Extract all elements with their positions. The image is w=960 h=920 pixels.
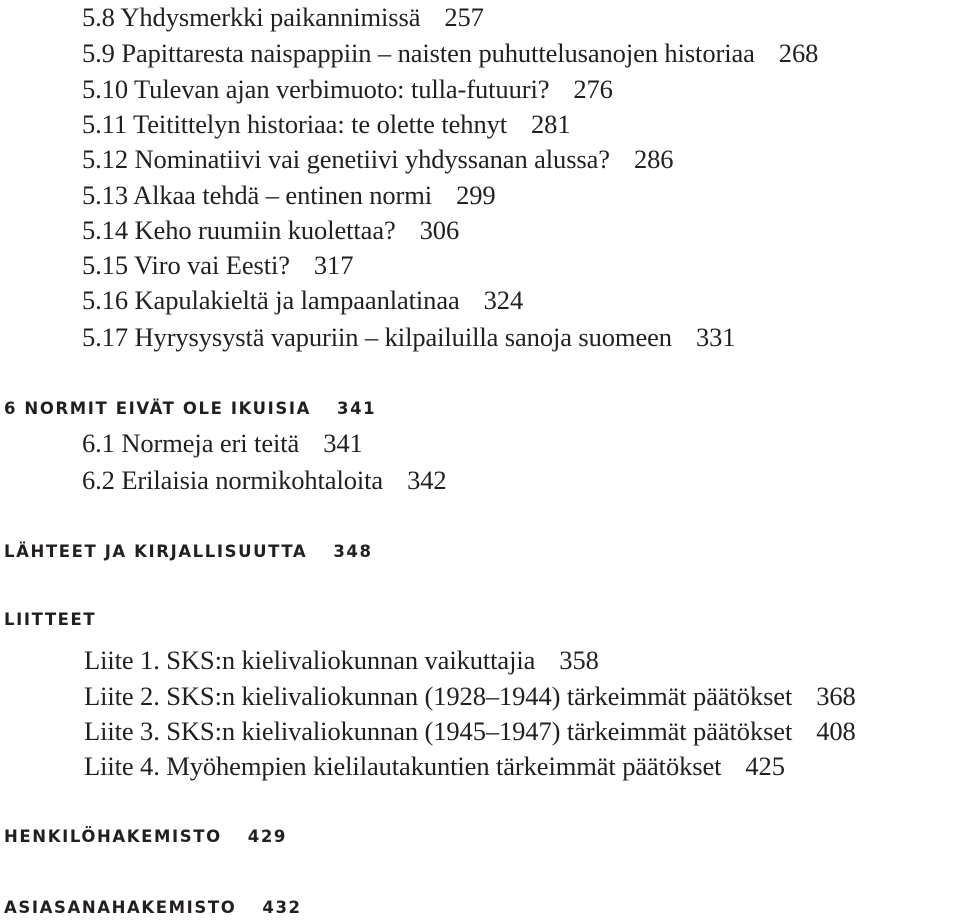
entry-title: 5.8 Yhdysmerkki paikannimissä [82,2,421,32]
toc-entry-5-8 [82,4,484,31]
entry-title: 5.12 Nominatiivi vai genetiivi yhdyssanan alussa? [82,144,610,174]
entry-title: Liite 4. Myöhempien kielilautakuntien tärkeimmät päätökset [84,751,722,781]
entry-page: 342 [407,465,447,495]
toc-entry-5-14 [82,217,459,244]
entry-page: 268 [778,38,819,68]
toc-entry-5-13 [82,182,496,209]
toc-entry-appendix-4 [84,753,785,780]
entry-title: 5.9 Papittaresta naispappiin – naisten puhuttelusanojen historiaa [82,38,755,68]
heading-page: 341 [337,399,377,418]
entry-page: 299 [456,180,496,210]
toc-entry-appendix-2 [84,683,856,710]
toc-heading-chapter-6 [4,401,376,418]
heading-title: HENKILÖHAKEMISTO [4,827,222,846]
entry-title: 6.1 Normeja eri teitä [82,428,300,458]
heading-title: LIITTEET [4,610,97,629]
toc-entry-5-12 [82,146,673,173]
entry-page: 368 [816,681,856,711]
entry-page: 257 [444,2,484,32]
entry-title: 5.11 Teitittelyn historiaa: te olette tehnyt [82,109,508,139]
toc-entry-5-16 [82,287,523,314]
entry-title: 5.15 Viro vai Eesti? [82,250,290,280]
entry-page: 281 [531,109,571,139]
heading-title: 6 NORMIT EIVÄT OLE IKUISIA [4,399,311,418]
toc-entry-5-15 [82,252,353,279]
entry-page: 341 [323,428,363,458]
entry-page: 306 [419,215,460,245]
entry-page: 276 [573,74,613,104]
toc-entry-5-17 [82,324,735,351]
entry-page: 358 [559,645,599,675]
entry-title: 6.2 Erilaisia normikohtaloita [82,465,384,495]
entry-title: 5.14 Keho ruumiin kuolettaa? [82,215,396,245]
entry-page: 324 [483,285,524,315]
toc-heading-subject-index [4,900,302,917]
toc-entry-6-2 [82,467,447,494]
entry-title: Liite 2. SKS:n kielivaliokunnan (1928–1944) tärkeimmät päätökset [84,681,793,711]
toc-entry-5-9 [82,40,818,67]
toc-heading-appendices [4,612,96,629]
heading-title: LÄHTEET JA KIRJALLISUUTTA [4,542,308,561]
entry-page: 317 [313,250,354,280]
entry-page: 408 [816,716,856,746]
toc-heading-sources [4,544,373,561]
entry-page: 331 [695,322,736,352]
entry-title: 5.16 Kapulakieltä ja lampaanlatinaa [82,285,460,315]
toc-entry-5-11 [82,111,570,138]
heading-page: 432 [262,898,302,917]
entry-title: Liite 3. SKS:n kielivaliokunnan (1945–1947) tärkeimmät päätökset [84,716,793,746]
toc-entry-appendix-3 [84,718,856,745]
toc-entry-6-1 [82,430,363,457]
entry-title: 5.17 Hyrysysystä vapuriin – kilpailuilla sanoja suomeen [82,322,672,352]
heading-page: 348 [333,542,373,561]
toc-entry-5-10 [82,76,613,103]
entry-title: 5.10 Tulevan ajan verbimuoto: tulla-futuuri? [82,74,550,104]
toc-entry-appendix-1 [84,647,599,674]
entry-page: 286 [633,144,674,174]
heading-page: 429 [247,827,287,846]
heading-title: ASIASANAHAKEMISTO [4,898,237,917]
entry-title: Liite 1. SKS:n kielivaliokunnan vaikuttajia [84,645,536,675]
entry-title: 5.13 Alkaa tehdä – entinen normi [82,180,433,210]
entry-page: 425 [745,751,785,781]
toc-heading-person-index [4,829,287,846]
